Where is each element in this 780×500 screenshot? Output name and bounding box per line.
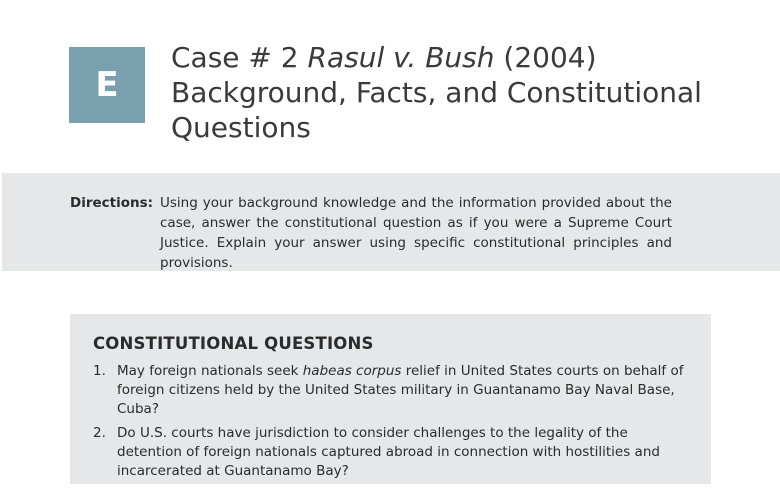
section-letter-badge bbox=[69, 47, 145, 123]
directions-label: Directions: bbox=[70, 195, 154, 211]
question-item bbox=[93, 362, 689, 419]
constitutional-questions-panel bbox=[70, 314, 711, 484]
title-year: (2004) bbox=[494, 41, 597, 74]
page-title bbox=[171, 40, 761, 145]
title-case-name: Rasul v. Bush bbox=[307, 41, 495, 74]
directions-panel bbox=[2, 173, 780, 271]
title-line-3: Questions bbox=[171, 111, 311, 144]
section-letter: E bbox=[95, 65, 119, 105]
question-text-italic: habeas corpus bbox=[302, 363, 402, 379]
question-text-after: relief in United States courts on behalf of foreign citizens held by the United States military in Guantanamo Bay Naval Base, Cuba? bbox=[117, 363, 684, 417]
question-text bbox=[117, 362, 689, 419]
questions-heading: CONSTITUTIONAL QUESTIONS bbox=[93, 334, 374, 353]
question-item bbox=[93, 424, 689, 481]
title-line-2: Background, Facts, and Constitutional bbox=[171, 76, 702, 109]
question-text: Do U.S. courts have jurisdiction to consider challenges to the legality of the detention of foreign nationals captured abroad in connection with hostilities and incarcerated at Guantanamo Bay? bbox=[117, 425, 660, 479]
question-number: 1. bbox=[93, 363, 106, 379]
directions-text: Using your background knowledge and the information provided about the case, answer the constitutional question as if you were a Supreme Court Justice. Explain your answer using specific constitutional principles and provisions. bbox=[160, 195, 672, 271]
question-text-before: May foreign nationals seek bbox=[117, 363, 303, 379]
question-number: 2. bbox=[93, 425, 106, 441]
questions-list bbox=[93, 362, 689, 486]
title-prefix: Case # 2 bbox=[171, 41, 308, 74]
